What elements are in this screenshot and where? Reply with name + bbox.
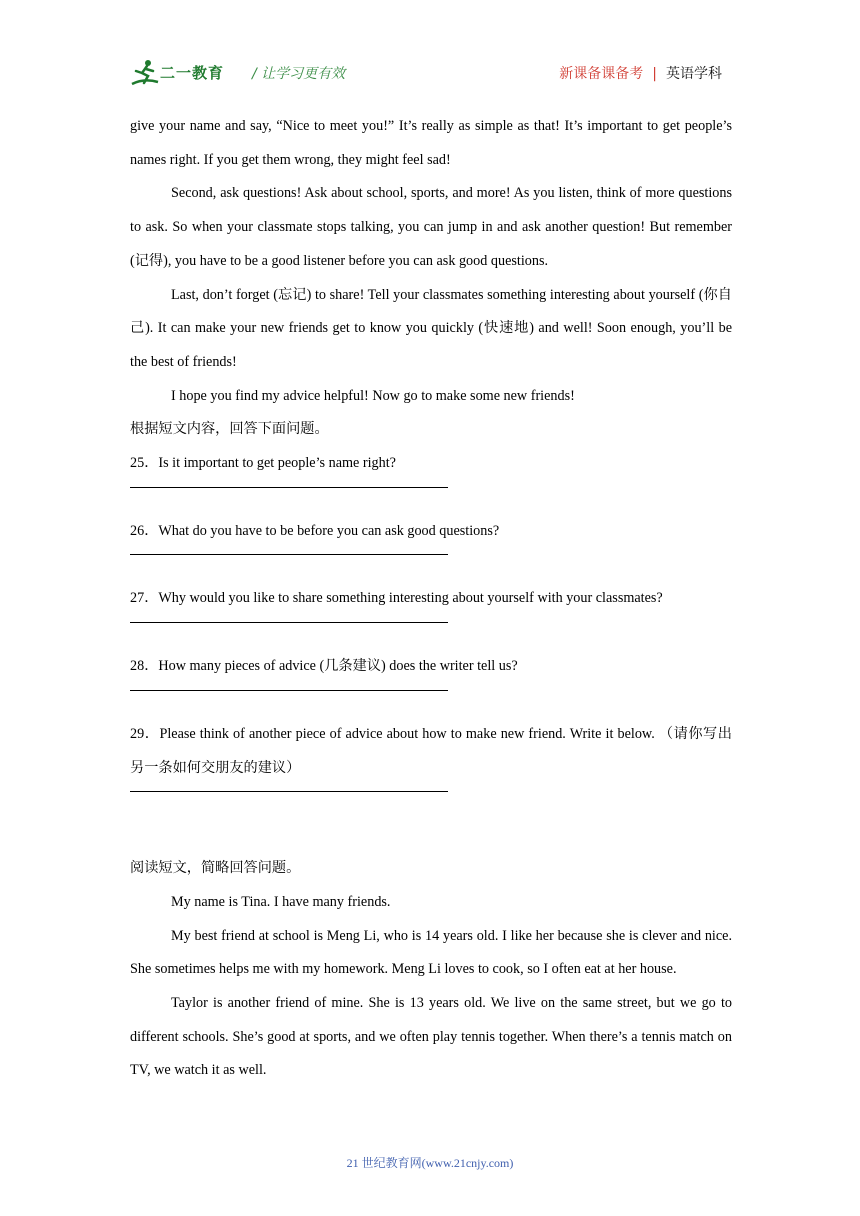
paragraph: My best friend at school is Meng Li, who is 14 years old. I like her because she is clever and nice. She sometimes helps me with my homework. Meng Li loves to cook, so I often eat at her house. [130, 927, 732, 978]
question-text: How many pieces of advice (几条建议) does the writer tell us? [158, 658, 518, 675]
page-header [130, 56, 732, 92]
question [130, 718, 732, 785]
logo [130, 58, 240, 88]
question-text: Why would you like to share something interesting about yourself with your classmates? [158, 590, 663, 607]
answer-line[interactable] [130, 690, 448, 691]
header-course-label: 新课备课备考 [559, 66, 644, 82]
question [130, 515, 732, 549]
paragraph: I hope you find my advice helpful! Now go to make some new friends! [171, 387, 575, 404]
paragraph: give your name and say, “Nice to meet you!” It’s really as simple as that! It’s important to get people’s names right. If you get them wrong, they might feel sad! [130, 118, 732, 168]
paragraph: Taylor is another friend of mine. She is 13 years old. We live on the same street, but we go to different schools. She’s good at sports, and we often play tennis together. When there’s a tennis match on TV, we watch it as well. [130, 995, 732, 1079]
question-number: 28． [130, 658, 159, 675]
logo-text: 二一教育 [160, 64, 225, 82]
question-number: 26． [130, 522, 159, 539]
slogan: / 让学习更有效 [252, 66, 346, 82]
header-subject [559, 63, 722, 83]
question [130, 650, 732, 684]
paragraph: Second, ask questions! Ask about school, sports, and more! As you listen, think of more questions to ask. So when your classmate stops talking, you can jump in and ask another question! But remember (记得), you have to be a good listener before you can ask good questions. [130, 185, 732, 269]
paragraph: My name is Tina. I have many friends. [171, 893, 391, 910]
answer-line[interactable] [130, 791, 448, 792]
document-body [130, 110, 732, 1088]
question-text: Is it important to get people’s name right? [158, 455, 396, 472]
question-number: 29． [130, 725, 160, 742]
instruction: 根据短文内容，回答下面问题。 [130, 421, 329, 438]
question-text: Please think of another piece of advice about how to make new friend. Write it below. （请你写出另一条如何交朋友的建议） [130, 725, 732, 776]
question [130, 447, 732, 481]
paragraph: Last, don’t forget (忘记) to share! Tell your classmates something interesting about yourself (你自己). It can make your new friends get to know you quickly (快速地) and well! Soon enough, you’ll be the best of friends! [130, 286, 732, 370]
spacer [130, 819, 732, 852]
runner-logo-icon [130, 58, 160, 88]
question-number: 25． [130, 455, 159, 472]
header-subject-label: 英语学科 [666, 66, 722, 82]
answer-line[interactable] [130, 554, 448, 555]
question-text: What do you have to be before you can ask good questions? [158, 522, 500, 539]
answer-line[interactable] [130, 622, 448, 623]
answer-line[interactable] [130, 487, 448, 488]
question-number: 27． [130, 590, 159, 607]
page-footer: 21 世纪教育网(www.21cnjy.com) [346, 1156, 514, 1170]
question [130, 582, 732, 616]
instruction: 阅读短文，简略回答问题。 [130, 860, 301, 877]
header-separator: | [652, 66, 657, 82]
